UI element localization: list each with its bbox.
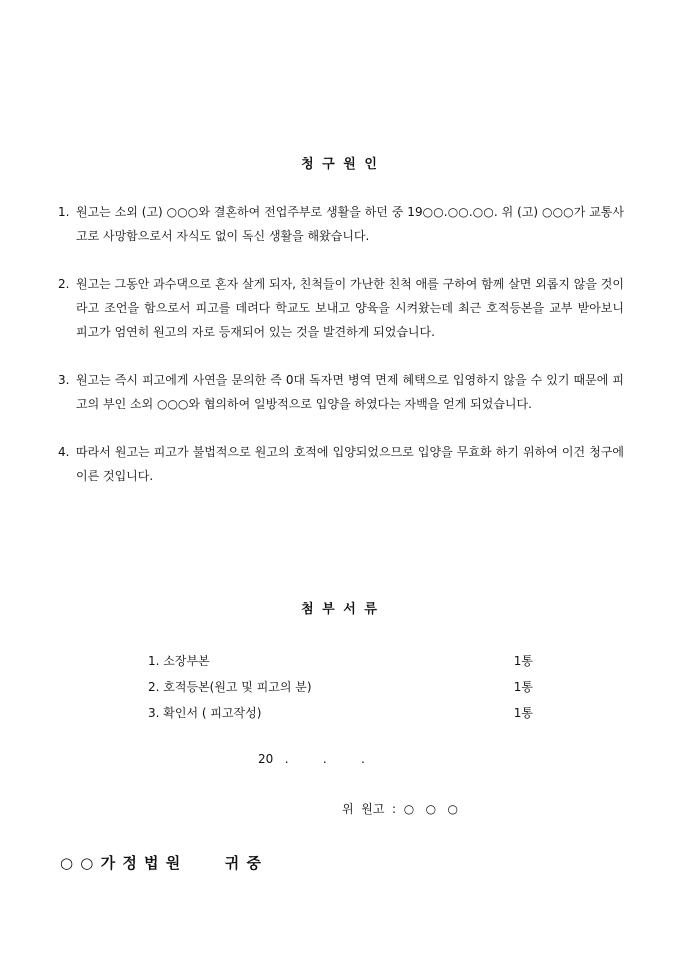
- attachment-qty: 1통: [513, 654, 533, 668]
- claim-text: 원고는 그동안 과수댁으로 혼자 살게 되자, 친척들이 가난한 친척 애를 구하여 함께 살면 외롭지 않을 것이라고 조언을 함으로서 피고를 데려다 학교도 보내고 양육을 시켜왔는데 최근 호적등본을 교부 받아보니 피고가 엄연히 원고의 자로 등재되어 있는 것을 발견하게 되었습니다.: [76, 277, 624, 339]
- claim-number: 1.: [58, 205, 70, 219]
- attachment-label: 1. 소장부본: [148, 654, 210, 668]
- claim-number: 2.: [58, 277, 70, 291]
- attachment-row: [148, 674, 533, 700]
- claim-number: 3.: [58, 373, 70, 387]
- claim-item: [58, 200, 624, 248]
- claim-item: [58, 440, 624, 488]
- plaintiff-signature-line: 위 원고 : ○ ○ ○: [342, 802, 459, 816]
- attachment-label: 3. 확인서 ( 피고작성): [148, 706, 262, 720]
- claims-heading: 청 구 원 인: [301, 157, 379, 172]
- claim-number: 4.: [58, 445, 70, 459]
- attachment-label: 2. 호적등본(원고 및 피고의 분): [148, 680, 312, 694]
- claim-text: 원고는 즉시 피고에게 사연을 문의한 즉 0대 독자면 병역 면제 혜택으로 입영하지 않을 수 있기 때문에 피고의 부인 소외 ○○○와 협의하여 일방적으로 입양을 하였다는 자백을 얻게 되었습니다.: [76, 373, 624, 411]
- claim-item: [58, 368, 624, 416]
- attachment-row: [148, 648, 533, 674]
- court-addressee: ○ ○ 가 정 법 원 귀 중: [60, 854, 263, 872]
- filing-date: 20 . . .: [258, 752, 365, 766]
- attachment-qty: 1통: [513, 706, 533, 720]
- attachments-list: [148, 648, 533, 726]
- attachment-row: [148, 700, 533, 726]
- attachment-qty: 1통: [513, 680, 533, 694]
- claim-item: [58, 272, 624, 344]
- claims-list: [58, 200, 624, 488]
- claim-text: 따라서 원고는 피고가 불법적으로 원고의 호적에 입양되었으므로 입양을 무효화 하기 위하여 이건 청구에 이른 것입니다.: [76, 445, 624, 483]
- attachments-heading: 첨 부 서 류: [301, 602, 379, 617]
- claim-text: 원고는 소외 (고) ○○○와 결혼하여 전업주부로 생활을 하던 중 19○○.○○.○○. 위 (고) ○○○가 교통사고로 사망함으로서 자식도 없이 독신 생활을 해왔습니다.: [76, 205, 624, 243]
